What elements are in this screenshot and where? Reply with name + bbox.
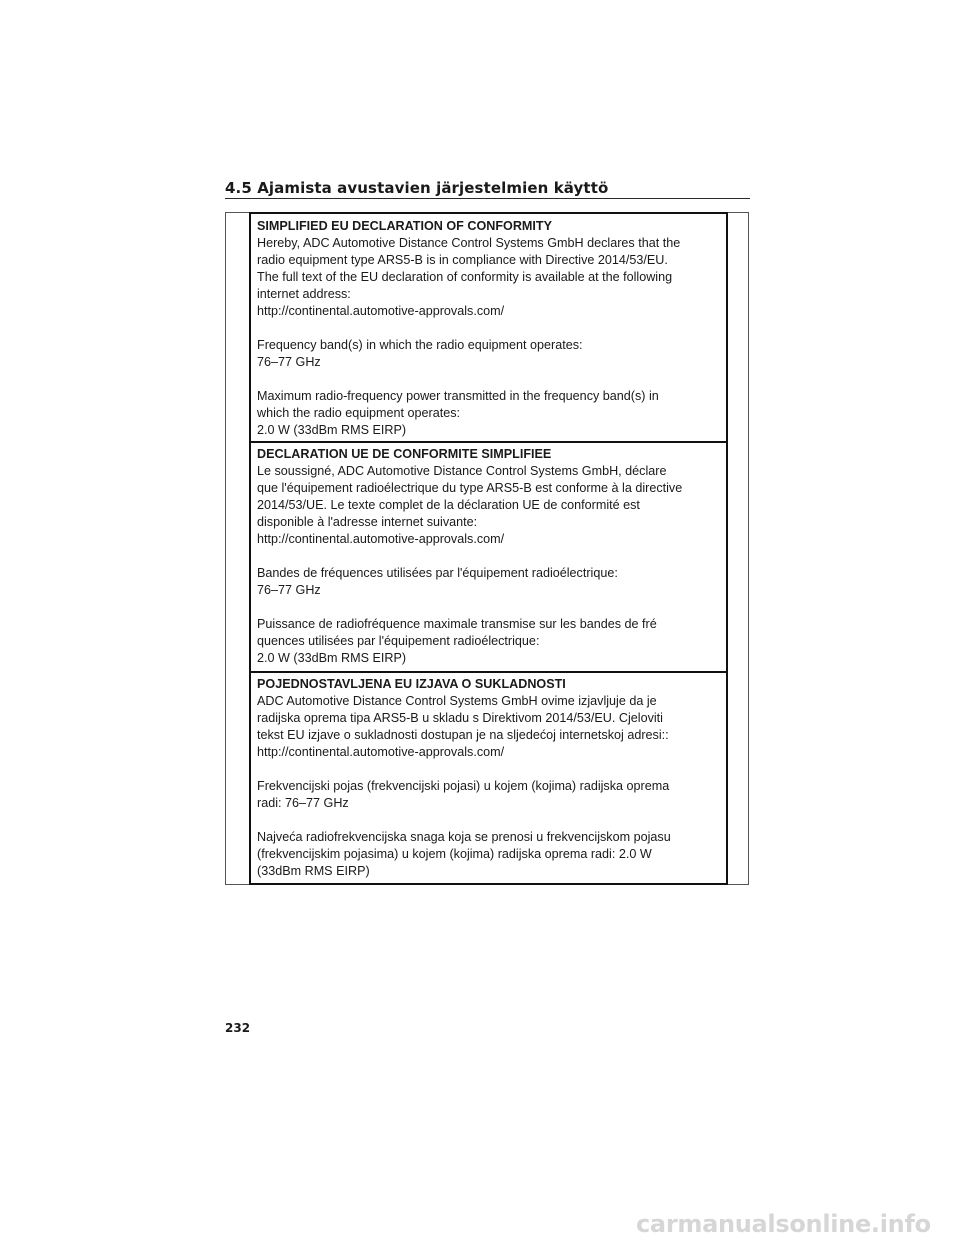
- header-rule: [225, 198, 750, 199]
- declaration-paragraph: Frequency band(s) in which the radio equipment operates: 76–77 GHz: [257, 338, 583, 369]
- declaration-title: DECLARATION UE DE CONFORMITE SIMPLIFIEE: [257, 447, 552, 461]
- declaration-paragraph: Puissance de radiofréquence maximale transmise sur les bandes de fré quences utilisées par l'équipement radioélectrique: 2.0 W (33dBm RMS EIRP): [257, 617, 657, 665]
- declaration-paragraph: Frekvencijski pojas (frekvencijski pojasi) u kojem (kojima) radijska oprema radi: 76–77 GHz: [257, 779, 670, 810]
- page-number: 232: [225, 1021, 251, 1035]
- declaration-block-fr: [249, 442, 728, 672]
- declaration-title: POJEDNOSTAVLJENA EU IZJAVA O SUKLADNOSTI: [257, 677, 566, 691]
- declaration-paragraph: Maximum radio-frequency power transmitted in the frequency band(s) in which the radio equipment operates: 2.0 W (33dBm RMS EIRP): [257, 389, 659, 437]
- declaration-paragraph: Najveća radiofrekvencijska snaga koja se prenosi u frekvencijskom pojasu (frekvencijskim pojasima) u kojem (kojima) radijska oprema radi: 2.0 W (33dBm RMS EIRP): [257, 830, 671, 878]
- declaration-title: SIMPLIFIED EU DECLARATION OF CONFORMITY: [257, 219, 553, 233]
- declaration-paragraph: Le soussigné, ADC Automotive Distance Control Systems GmbH, déclare que l'équipement radioélectrique du type ARS5-B est conforme à la directive 2014/53/UE. Le texte complet de la déclaration UE de conformité est disponible à l'adresse internet suivante: http://continental.automotive-approvals.com/: [257, 464, 683, 546]
- declaration-paragraph: Bandes de fréquences utilisées par l'équipement radioélectrique: 76–77 GHz: [257, 566, 618, 597]
- watermark: carmanualsonline.info: [636, 1210, 931, 1238]
- declaration-block-en: [249, 214, 728, 442]
- declaration-paragraph: ADC Automotive Distance Control Systems GmbH ovime izjavljuje da je radijska oprema tipa ARS5-B u skladu s Direktivom 2014/53/EU. Cjeloviti tekst EU izjave o sukladnosti dostupan je na sljedećoj internetskoj adresi:: http://continental.automotive-approvals.com/: [257, 694, 669, 759]
- declaration-paragraph: Hereby, ADC Automotive Distance Control Systems GmbH declares that the radio equipment type ARS5-B is in compliance with Directive 2014/53/EU. The full text of the EU declaration of conformity is available at the following internet address: http://continental.automotive-approvals.com/: [257, 236, 681, 318]
- section-header-title: 4.5 Ajamista avustavien järjestelmien käyttö: [225, 179, 609, 197]
- declaration-block-hr: [249, 672, 728, 884]
